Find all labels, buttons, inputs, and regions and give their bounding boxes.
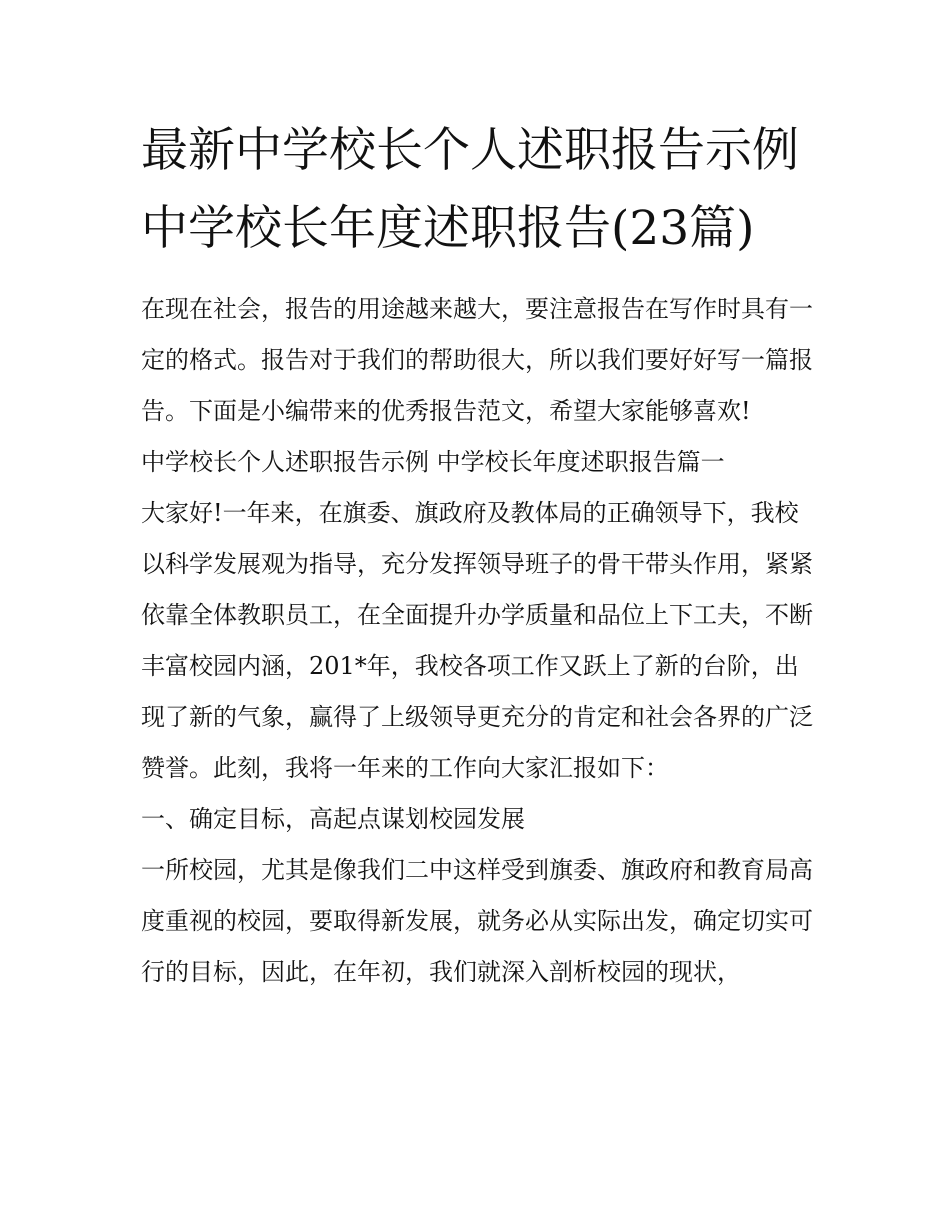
document-title: 最新中学校长个人述职报告示例 中学校长年度述职报告(23篇) — [141, 123, 799, 256]
subsection-heading: 一、确定目标，高起点谋划校园发展 — [141, 805, 525, 833]
document-content — [141, 112, 821, 998]
intro-paragraph: 在现在社会，报告的用途越来越大，要注意报告在写作时具有一定的格式。报告对于我们的帮助很大，所以我们要好好写一篇报告。下面是小编带来的优秀报告范文，希望大家能够喜欢! — [141, 295, 813, 425]
body-paragraph: 一所校园，尤其是像我们二中这样受到旗委、旗政府和教育局高度重视的校园，要取得新发展，就务必从实际出发，确定切实可行的目标，因此，在年初，我们就深入剖析校园的现状， — [141, 856, 813, 986]
body-paragraph: 大家好!一年来，在旗委、旗政府及教体局的正确领导下，我校以科学发展观为指导，充分发挥领导班子的骨干带头作用，紧紧依靠全体教职员工，在全面提升办学质量和品位上下工夫，不断丰富校园内涵，201*年，我校各项工作又跃上了新的台阶，出现了新的气象，赢得了上级领导更充分的肯定和社会各界的广泛赞誉。此刻，我将一年来的工作向大家汇报如下： — [141, 499, 813, 782]
section-heading: 中学校长个人述职报告示例 中学校长年度述职报告篇一 — [141, 448, 725, 476]
